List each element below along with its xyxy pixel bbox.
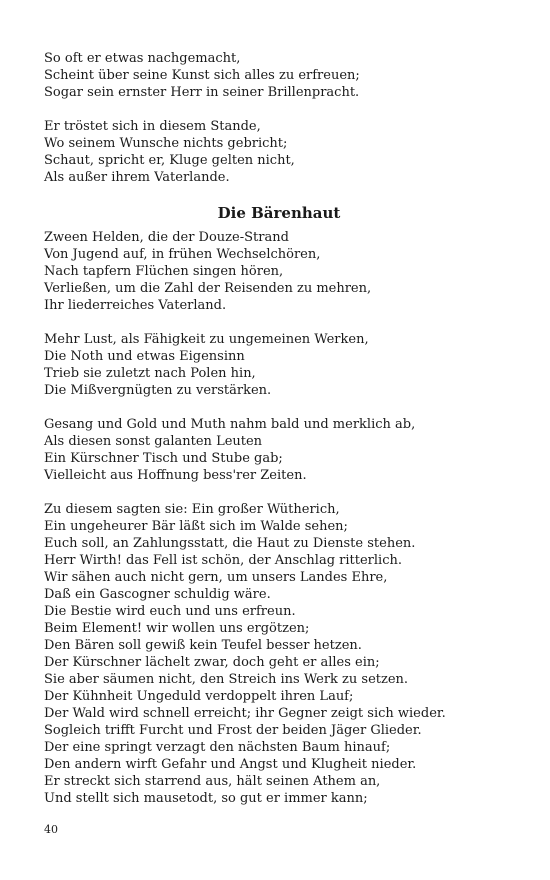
text-block	[44, 50, 514, 824]
verse-line: Ihr liederreiches Vaterland.	[44, 298, 227, 313]
verse-line: Wo seinem Wunsche nichts gebricht;	[44, 136, 288, 151]
verse-line: Daß ein Gascogner schuldig wäre.	[44, 587, 271, 602]
verse-line: Ein Kürschner Tisch und Stube gab;	[44, 451, 283, 466]
stanza	[44, 50, 514, 101]
verse-line: Nach tapfern Flüchen singen hören,	[44, 264, 284, 279]
verse-line: Und stellt sich mausetodt, so gut er immer kann;	[44, 791, 368, 806]
verse-line: Der Kühnheit Ungeduld verdoppelt ihren Lauf;	[44, 689, 354, 704]
verse-line: Wir sähen auch nicht gern, um unsers Landes Ehre,	[44, 570, 388, 585]
verse-line: Den andern wirft Gefahr und Angst und Klugheit nieder.	[44, 757, 417, 772]
verse-line: Schaut, spricht er, Kluge gelten nicht,	[44, 153, 295, 168]
poem-body	[44, 229, 514, 807]
intro-verse	[44, 50, 514, 186]
verse-line: Sogleich trifft Furcht und Frost der beiden Jäger Glieder.	[44, 723, 422, 738]
poem-title: Die Bärenhaut	[217, 204, 341, 222]
page-number: 40	[44, 823, 58, 836]
verse-line: Den Bären soll gewiß kein Teufel besser hetzen.	[44, 638, 362, 653]
verse-line: Ein ungeheurer Bär läßt sich im Walde sehen;	[44, 519, 348, 534]
verse-line: Zween Helden, die der Douze-Strand	[44, 230, 289, 245]
stanza	[44, 331, 514, 399]
verse-line: Mehr Lust, als Fähigkeit zu ungemeinen Werken,	[44, 332, 369, 347]
verse-line: Der eine springt verzagt den nächsten Baum hinauf;	[44, 740, 391, 755]
verse-line: Scheint über seine Kunst sich alles zu erfreuen;	[44, 68, 360, 83]
stanza	[44, 229, 514, 314]
verse-line: So oft er etwas nachgemacht,	[44, 51, 241, 66]
verse-line: Zu diesem sagten sie: Ein großer Wütherich,	[44, 502, 340, 517]
stanza	[44, 118, 514, 186]
verse-line: Die Noth und etwas Eigensinn	[44, 349, 245, 364]
verse-line: Die Mißvergnügten zu verstärken.	[44, 383, 272, 398]
verse-line: Als diesen sonst galanten Leuten	[44, 434, 263, 449]
verse-line: Euch soll, an Zahlungsstatt, die Haut zu Dienste stehen.	[44, 536, 416, 551]
verse-line: Er streckt sich starrend aus, hält seinen Athem an,	[44, 774, 381, 789]
verse-line: Sogar sein ernster Herr in seiner Brillenpracht.	[44, 85, 360, 100]
verse-line: Als außer ihrem Vaterlande.	[44, 170, 230, 185]
verse-line: Von Jugend auf, in frühen Wechselchören,	[44, 247, 321, 262]
verse-line: Gesang und Gold und Muth nahm bald und merklich ab,	[44, 417, 416, 432]
stanza	[44, 501, 514, 807]
verse-line: Sie aber säumen nicht, den Streich ins Werk zu setzen.	[44, 672, 409, 687]
verse-line: Verließen, um die Zahl der Reisenden zu mehren,	[44, 281, 372, 296]
verse-line: Er tröstet sich in diesem Stande,	[44, 119, 261, 134]
verse-line: Der Wald wird schnell erreicht; ihr Gegner zeigt sich wieder.	[44, 706, 446, 721]
verse-line: Der Kürschner lächelt zwar, doch geht er alles ein;	[44, 655, 380, 670]
verse-line: Herr Wirth! das Fell ist schön, der Anschlag ritterlich.	[44, 553, 402, 568]
verse-line: Die Bestie wird euch und uns erfreun.	[44, 604, 296, 619]
verse-line: Vielleicht aus Hoffnung bess'rer Zeiten.	[44, 468, 307, 483]
verse-line: Beim Element! wir wollen uns ergötzen;	[44, 621, 310, 636]
verse-line: Trieb sie zuletzt nach Polen hin,	[44, 366, 256, 381]
stanza	[44, 416, 514, 484]
